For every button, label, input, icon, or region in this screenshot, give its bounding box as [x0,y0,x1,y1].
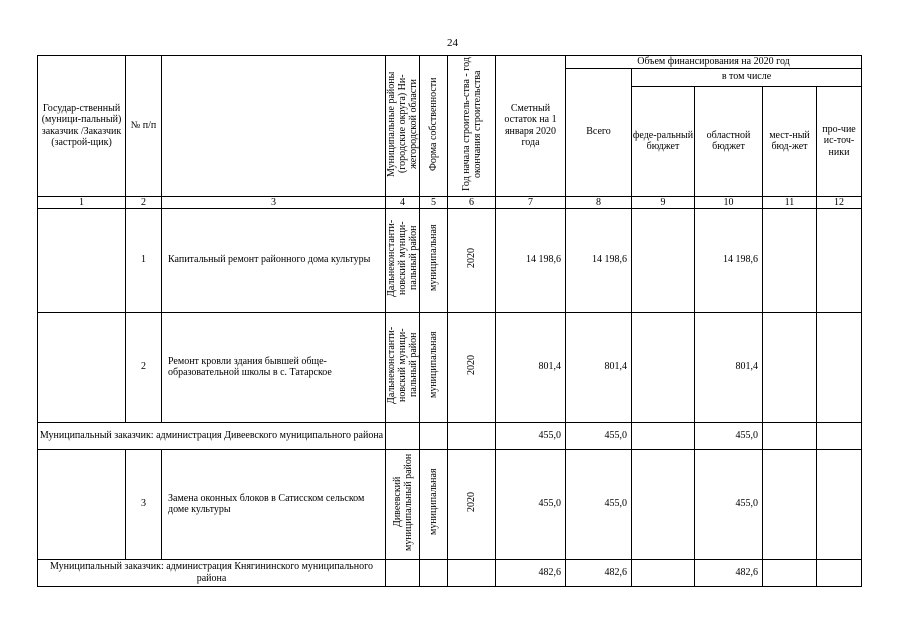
estimate-cell: 482,6 [496,559,566,586]
total-cell: 455,0 [566,449,632,559]
col-number: 7 [496,196,566,208]
header-funding: Объем финансирования на 2020 год [566,56,862,69]
other-cell [817,312,862,422]
header-customer: Государ-ственный (муници-пальный) заказчик /Заказчик (застрой-щик) [38,56,126,197]
total-cell: 14 198,6 [566,208,632,312]
regional-cell: 455,0 [695,449,763,559]
total-cell: 482,6 [566,559,632,586]
estimate-cell: 455,0 [496,422,566,449]
header-local: мест-ный бюд-жет [763,86,817,196]
customer-label: Муниципальный заказчик: администрация Дивеевского муниципального района [38,422,386,449]
col-number: 6 [448,196,496,208]
estimate-cell: 801,4 [496,312,566,422]
header-num: № п/п [126,56,162,197]
header-federal: феде-ральный бюджет [632,86,695,196]
header-including: в том числе [632,68,862,86]
col-number: 3 [162,196,386,208]
row-num: 3 [126,449,162,559]
header-total: Всего [566,68,632,196]
local-cell [763,312,817,422]
district-cell: Дальнеконстанти-новский муници-пальный район [386,208,420,312]
header-years: Год начала строитель-ства - год окончания строительства [448,56,496,197]
regional-cell: 14 198,6 [695,208,763,312]
ownership-cell: муниципальная [420,312,448,422]
ownership-cell: муниципальная [420,208,448,312]
col-number: 1 [38,196,126,208]
row-num: 2 [126,312,162,422]
header-ownership: Форма собственности [420,56,448,197]
header-regional: областной бюджет [695,86,763,196]
header-district: Муниципальные районы (городские округа) Ни-жегородской области [386,56,420,197]
header-estimate: Сметный остаток на 1 января 2020 года [496,56,566,197]
federal-cell [632,208,695,312]
year-cell: 2020 [448,208,496,312]
district-cell: Дивеевский муниципальный район [386,449,420,559]
col-number: 5 [420,196,448,208]
total-cell: 801,4 [566,312,632,422]
customer-row [38,559,862,586]
customer-row [38,422,862,449]
ownership-cell: муниципальная [420,449,448,559]
col-number: 2 [126,196,162,208]
regional-cell: 482,6 [695,559,763,586]
customer-label: Муниципальный заказчик: администрация Княгининского муниципального района [38,559,386,586]
col-number: 8 [566,196,632,208]
year-cell: 2020 [448,312,496,422]
page-number: 24 [447,37,458,49]
header-other: про-чие ис-точ-ники [817,86,862,196]
project-name: Ремонт кровли здания бывшей обще-образовательной школы в с. Татарское [162,312,386,422]
col-number: 4 [386,196,420,208]
estimate-cell: 455,0 [496,449,566,559]
regional-cell: 801,4 [695,312,763,422]
project-name: Замена оконных блоков в Сатисском сельском доме культуры [162,449,386,559]
table-row [38,208,862,312]
col-number: 9 [632,196,695,208]
financing-table [37,55,862,587]
col-number: 10 [695,196,763,208]
project-name: Капитальный ремонт районного дома культуры [162,208,386,312]
col-number: 12 [817,196,862,208]
regional-cell: 455,0 [695,422,763,449]
header-col3 [162,56,386,197]
table-row [38,449,862,559]
row-num: 1 [126,208,162,312]
total-cell: 455,0 [566,422,632,449]
col-number: 11 [763,196,817,208]
table-row [38,312,862,422]
other-cell [817,208,862,312]
district-cell: Дальнеконстанти-новский муници-пальный район [386,312,420,422]
estimate-cell: 14 198,6 [496,208,566,312]
year-cell: 2020 [448,449,496,559]
federal-cell [632,312,695,422]
local-cell [763,208,817,312]
